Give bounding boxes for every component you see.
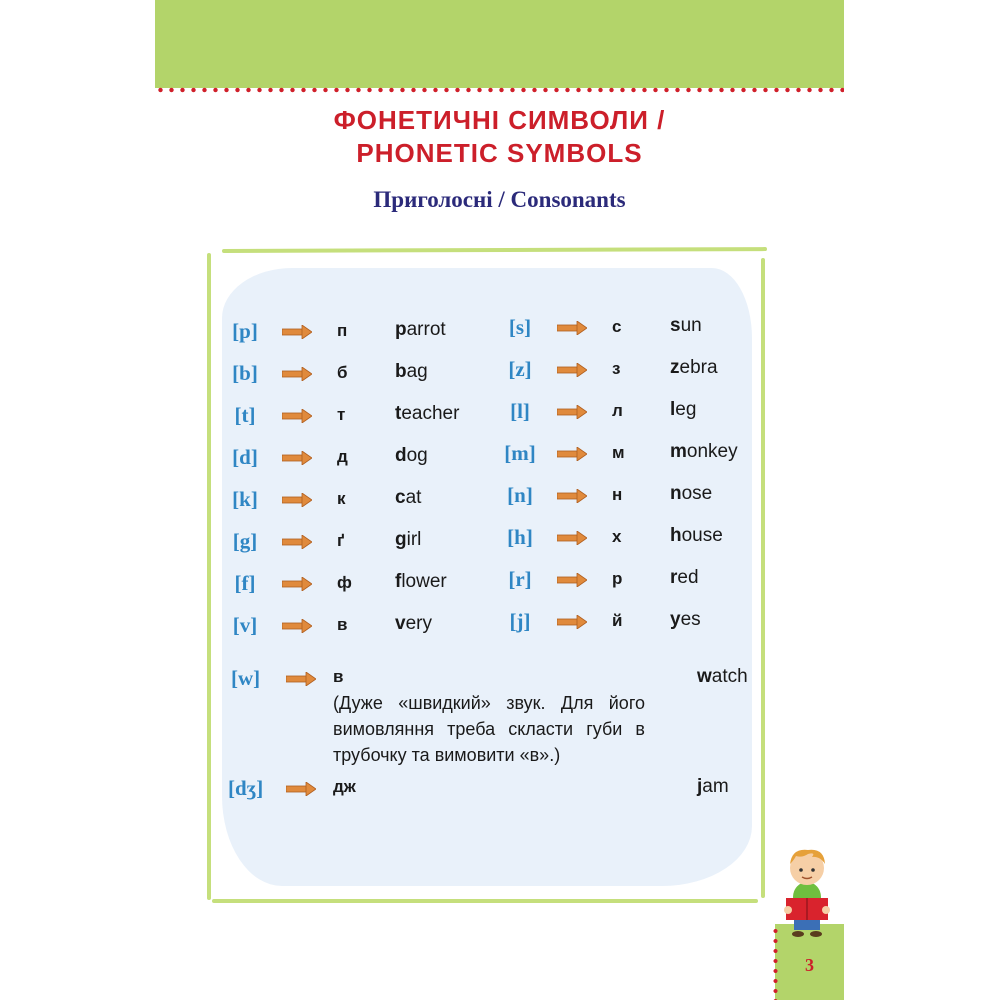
phonetic-symbol: [m] xyxy=(504,441,536,465)
page-number: 3 xyxy=(805,955,814,975)
ukrainian-equivalent: н xyxy=(612,485,623,504)
phonetic-symbol: [v] xyxy=(232,613,258,637)
ukrainian-equivalent: м xyxy=(612,443,625,462)
phonetic-symbol: [k] xyxy=(232,487,258,511)
phonetic-symbol: [b] xyxy=(232,361,258,385)
example-word: zebra xyxy=(670,357,718,378)
right-arrow-icon xyxy=(282,325,312,339)
right-arrow-icon xyxy=(282,451,312,465)
example-word: sun xyxy=(670,315,702,336)
example-word: house xyxy=(670,525,723,546)
phonetic-symbol: [t] xyxy=(234,403,256,427)
boy-reading-book-illustration xyxy=(772,842,842,952)
example-word: teacher xyxy=(395,403,460,424)
right-arrow-icon xyxy=(282,577,312,591)
right-arrow-icon xyxy=(282,619,312,633)
right-arrow-icon xyxy=(557,447,587,461)
right-arrow-icon xyxy=(282,535,312,549)
pronunciation-note: (Дуже «швидкий» звук. Для його вимовляння треба скласти губи в трубочку та вимовити «в».) xyxy=(333,693,645,765)
example-word: very xyxy=(395,613,432,634)
right-arrow-icon xyxy=(282,493,312,507)
example-word: red xyxy=(670,567,699,588)
ukrainian-equivalent: ґ xyxy=(337,531,345,550)
phonetic-symbol: [h] xyxy=(507,525,533,549)
right-arrow-icon xyxy=(286,782,316,796)
right-arrow-icon xyxy=(282,367,312,381)
right-arrow-icon xyxy=(557,573,587,587)
phonetic-symbol: [g] xyxy=(232,529,258,553)
right-arrow-icon xyxy=(557,321,587,335)
right-arrow-icon xyxy=(286,672,316,686)
right-arrow-icon xyxy=(557,405,587,419)
ukrainian-equivalent: б xyxy=(337,363,348,382)
right-arrow-icon xyxy=(557,615,587,629)
example-word: nose xyxy=(670,483,713,504)
section-subtitle: Приголосні / Consonants xyxy=(373,187,626,212)
example-word: leg xyxy=(670,399,697,420)
ukrainian-equivalent: дж xyxy=(333,777,356,796)
page-title-line2: PHONETIC SYMBOLS xyxy=(356,138,643,168)
phonetic-symbol: [l] xyxy=(510,399,530,423)
example-word: parrot xyxy=(395,319,446,340)
right-arrow-icon xyxy=(557,489,587,503)
phonetic-symbol: [dʒ] xyxy=(228,776,264,800)
ukrainian-equivalent: д xyxy=(337,447,348,466)
ukrainian-equivalent: з xyxy=(612,359,621,378)
dotted-divider xyxy=(155,87,844,93)
example-word: cat xyxy=(395,487,422,508)
example-word: girl xyxy=(395,529,422,550)
frame-border xyxy=(207,253,211,900)
ukrainian-equivalent: п xyxy=(337,321,348,340)
ukrainian-equivalent: в xyxy=(333,667,344,686)
header-band xyxy=(155,0,844,88)
ukrainian-equivalent: х xyxy=(612,527,622,546)
right-arrow-icon xyxy=(557,363,587,377)
phonetic-symbol: [w] xyxy=(231,666,261,690)
phonetic-symbol: [j] xyxy=(509,609,531,633)
phonetic-symbol: [r] xyxy=(508,567,532,591)
example-word: flower xyxy=(395,571,447,592)
ukrainian-equivalent: к xyxy=(337,489,346,508)
right-arrow-icon xyxy=(557,531,587,545)
frame-border xyxy=(761,258,765,898)
ukrainian-equivalent: р xyxy=(612,569,623,588)
ukrainian-equivalent: ф xyxy=(337,573,352,592)
ukrainian-equivalent: в xyxy=(337,615,348,634)
frame-border xyxy=(212,899,758,903)
example-word: monkey xyxy=(670,441,738,462)
ukrainian-equivalent: с xyxy=(612,317,622,336)
phonetic-symbol: [n] xyxy=(507,483,533,507)
example-word: bag xyxy=(395,361,428,382)
page-title-line1: ФОНЕТИЧНІ СИМВОЛИ / xyxy=(333,105,666,135)
example-word: watch xyxy=(697,666,748,687)
phonetic-symbol: [s] xyxy=(508,315,532,339)
ukrainian-equivalent: т xyxy=(337,405,346,424)
example-word: dog xyxy=(395,445,428,466)
phonetic-symbol: [f] xyxy=(234,571,256,595)
phonetic-symbol: [d] xyxy=(232,445,258,469)
frame-border xyxy=(222,247,767,253)
phonetic-symbol: [z] xyxy=(508,357,532,381)
ukrainian-equivalent: л xyxy=(612,401,623,420)
right-arrow-icon xyxy=(282,409,312,423)
phonetic-symbol: [p] xyxy=(232,319,258,343)
example-word: yes xyxy=(670,609,701,630)
example-word: jam xyxy=(697,776,729,797)
ukrainian-equivalent: й xyxy=(612,611,623,630)
